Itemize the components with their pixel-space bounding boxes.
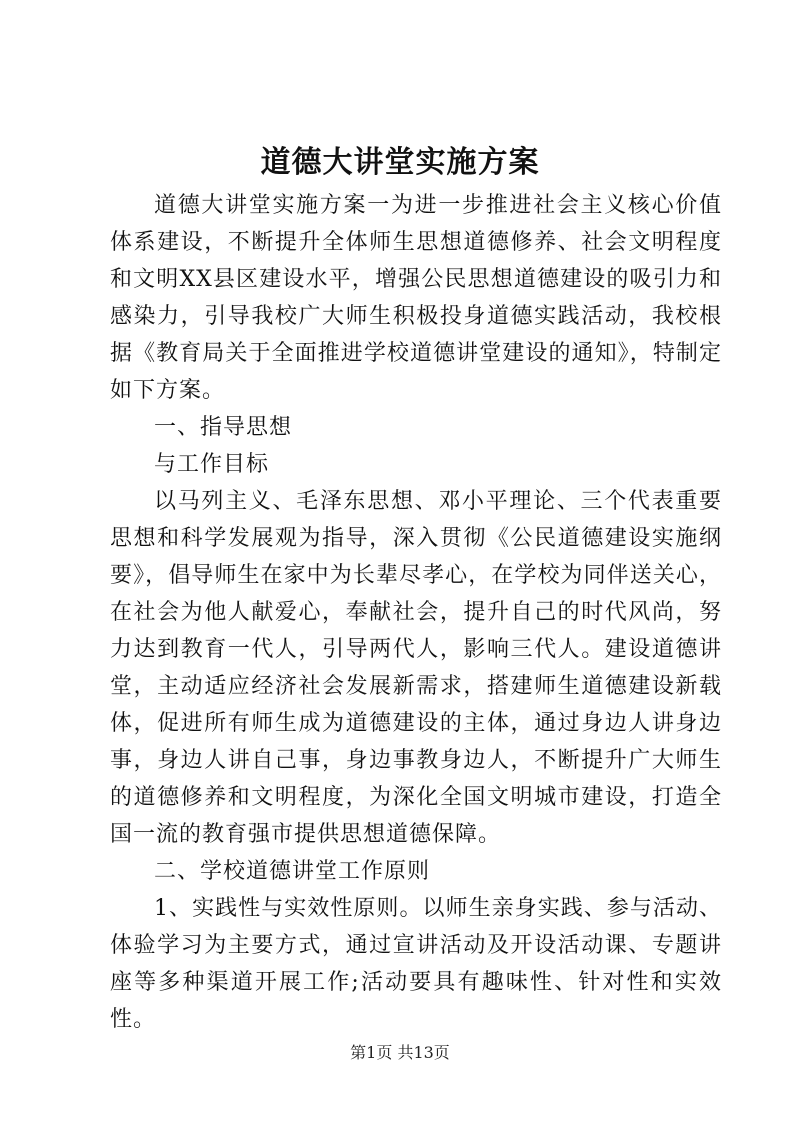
document-title: 道德大讲堂实施方案 [260, 145, 540, 180]
intro-paragraph: 道德大讲堂实施方案一为进一步推进社会主义核心价值体系建设，不断提升全体师生思想道德修养、社会文明程度和文明XX县区建设水平，增强公民思想道德建设的吸引力和感染力，引导我校广大师生积极投身道德实践活动，我校根据《教育局关于全面推进学校道德讲堂建设的通知》，特制定如下方案。 [110, 193, 722, 403]
document-body [110, 187, 722, 1038]
guiding-thought-paragraph: 以马列主义、毛泽东思想、邓小平理论、三个代表重要思想和科学发展观为指导，深入贯彻《公民道德建设实施纲要》，倡导师生在家中为长辈尽孝心，在学校为同伴送关心，在社会为他人献爱心，奉献社会，提升自己的时代风尚，努力达到教育一代人，引导两代人，影响三代人。建设道德讲堂，主动适应经济社会发展新需求，搭建师生道德建设新载体，促进所有师生成为道德建设的主体，通过身边人讲身边事，身边人讲自己事，身边事教身边人，不断提升广大师生的道德修养和文明程度，为深化全国文明城市建设，打造全国一流的教育强市提供思想道德保障。 [110, 489, 722, 847]
principle-paragraph-1: 1、实践性与实效性原则。以师生亲身实践、参与活动、体验学习为主要方式，通过宣讲活动及开设活动课、专题讲座等多种渠道开展工作;活动要具有趣味性、针对性和实效性。 [110, 896, 722, 1032]
section-heading-work-principles: 二、学校道德讲堂工作原则 [154, 859, 431, 884]
section-heading-work-goal: 与工作目标 [154, 452, 270, 477]
section-heading-guiding-thought: 一、指导思想 [154, 415, 293, 440]
page-footer: 第1页 共13页 [350, 1043, 450, 1062]
